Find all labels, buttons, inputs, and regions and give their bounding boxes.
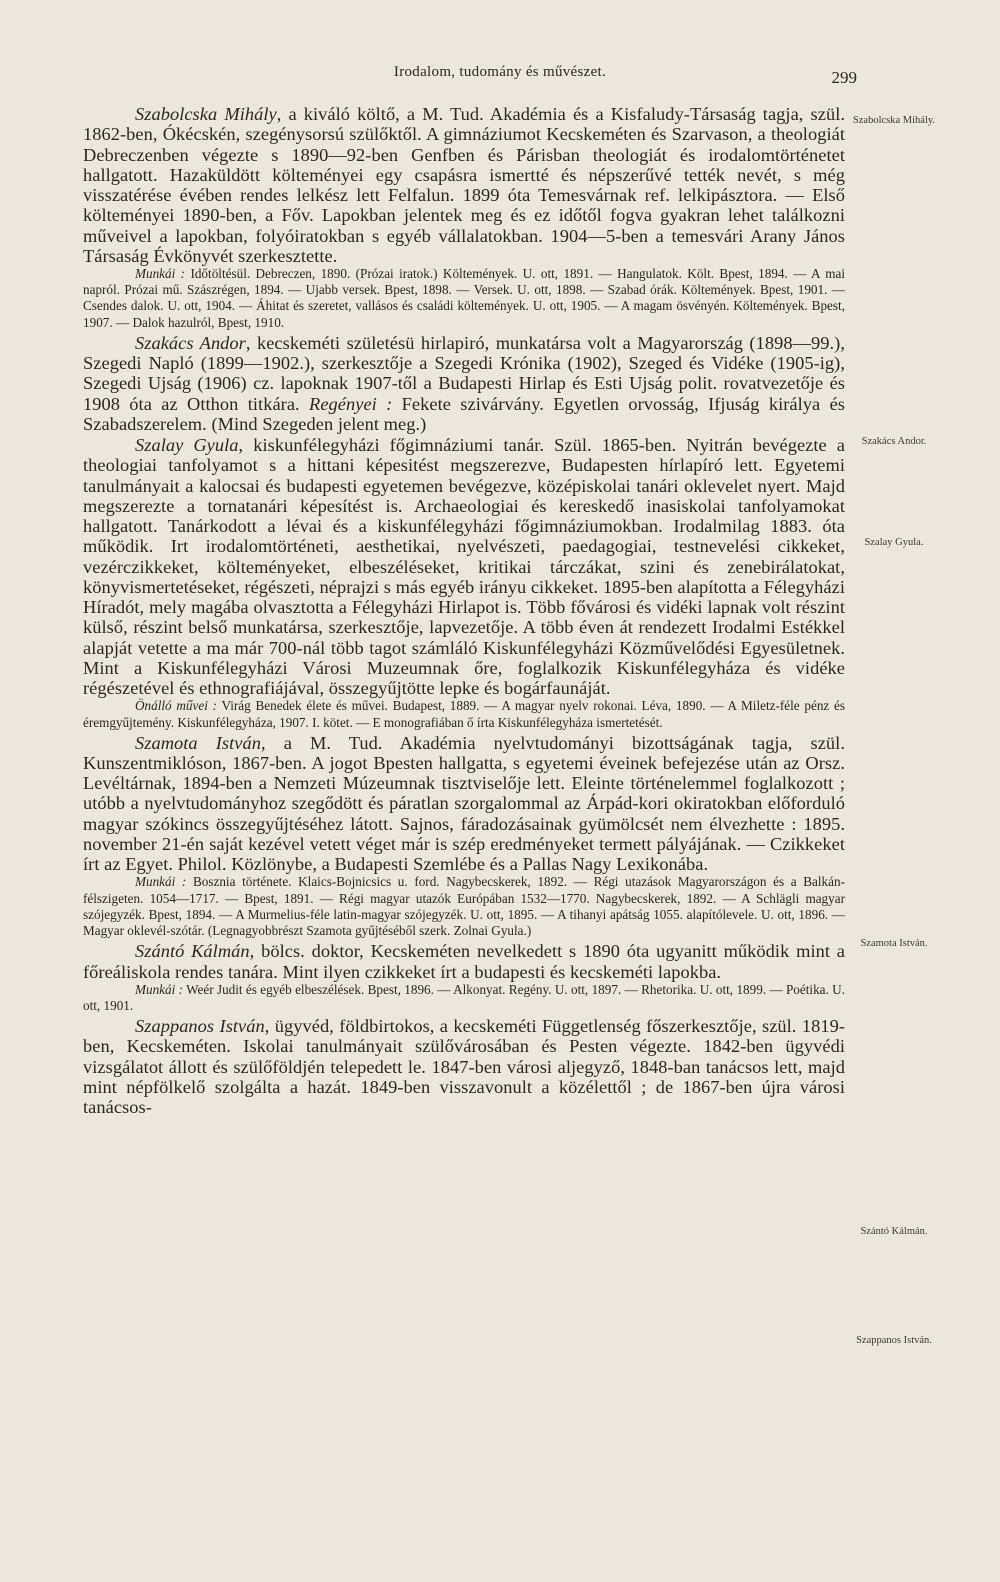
margin-note-szamota: Szamota István. <box>860 938 928 949</box>
entry-name: Szamota István <box>135 732 261 753</box>
entry-paragraph <box>83 333 845 434</box>
novels-label: Regényei : <box>309 393 393 414</box>
entry-paragraph <box>83 941 845 982</box>
works-text: Weér Judit és egyéb elbeszélések. Bpest, 1896. — Alkonyat. Regény. U. ott, 1897. — Rhetorika. U. ott, 1899. — Poétika. U. ott, 1901. <box>83 981 845 1013</box>
entry-szanto <box>83 941 845 1014</box>
works-label: Munkái : <box>135 874 187 890</box>
works-label: Önálló művei : <box>135 698 217 714</box>
entry-text: , bölcs. doktor, Kecskeméten nevelkedett s 1890 óta ugyanitt működik mint a főreáliskola rendes tanára. Mint ilyen czikkeket írt a budapesti és kecskeméti lapokba. <box>83 941 845 982</box>
margin-note-szabolcska: Szabolcska Mihály. <box>852 115 936 126</box>
entry-szalay <box>83 435 845 731</box>
entry-szappanos <box>83 1016 845 1117</box>
works-list <box>83 982 845 1014</box>
works-list <box>83 874 845 939</box>
works-list <box>83 266 845 331</box>
page-number: 299 <box>831 68 857 87</box>
novels-text: Fekete szivárvány. Egyetlen orvosság, Ifjuság királya és Szabadszerelem. (Mind Szegeden jelent meg.) <box>83 393 845 434</box>
works-label: Munkái : <box>135 266 186 281</box>
entry-szamota <box>83 733 845 940</box>
body-text <box>83 104 845 1118</box>
entry-paragraph <box>83 435 845 698</box>
entry-text: , a kiváló költő, a M. Tud. Akadémia és a Kisfaludy-Társaság tagja, szül. 1862-ben, Ókécskén, szegénysorsú szülőktől. A gimnáziumot Kecskeméten és Szarvason, a theologiát Debreczenben végezte s 1890—92-ben Genfben és Párisban theologiát és irodalomtörténetet hallgatott. Hazaküldött költeményei egy csapásra ismertté és népszerűvé tették nevét, s még visszatérése évében rendes lelkész lett Felfalun. 1899 óta Temesvárnak ref. lelkipásztora. — Első költeményei 1890-ben, a Főv. Lapokban jelentek meg és ez időtől fogva gyakran lehet találkozni műveivel a lapokban, folyóiratokban s egyéb vállalatokban. 1904—5-ben a temesvári Arany János Társaság Évkönyvét szerkesztette. <box>83 104 846 266</box>
entry-name: Szappanos István <box>135 1016 265 1037</box>
entry-szabolcska <box>83 104 845 331</box>
running-title: Irodalom, tudomány és művészet. <box>393 64 607 80</box>
margin-note-szappanos: Szappanos István. <box>856 1335 932 1346</box>
entry-name: Szántó Kálmán <box>135 941 250 962</box>
entry-text: , ügyvéd, földbirtokos, a kecskeméti Függetlenség főszerkesztője, szül. 1819-ben, Kecskeméten. Iskolai tanulmányait szülővárosában és Pesten végezte. 1842-ben ügyvédi vizsgálatot állott és szülőföldjén telepedett le. 1847-ben városi aljegyző, 1848-ban tanácsos lett, majd mint népfölkelő szolgálta a hazát. 1849-ben visszavonult a közélettől ; de 1867-ben újra városi tanácsos- <box>83 1016 845 1118</box>
works-text: Időtöltésül. Debreczen, 1890. (Prózai iratok.) Költemények. U. ott, 1891. — Hangulatok. Költ. Bpest, 1894. — A mai napról. Prózai mű. Szászrégen, 1894. — Ujabb versek. Bpest, 1898. — Versek. U. ott, 1898. — Szabad órák. Költemények. Bpest, 1901. — Csendes dalok. U. ott, 1904. — Áhitat és szeretet, vallásos és családi költemények. U. ott, 1905. — A magam ösvényén. Költemények. Bpest, 1907. — Dalok hazulról, Bpest, 1910. <box>83 266 845 330</box>
works-label: Munkái : <box>135 981 184 997</box>
entry-name: Szabolcska Mihály <box>135 104 277 124</box>
entry-name: Szakács Andor <box>135 332 246 353</box>
margin-note-szanto: Szántó Kálmán. <box>860 1226 928 1237</box>
entry-szakacs <box>83 333 845 434</box>
entry-text: , a M. Tud. Akadémia nyelvtudományi bizottságának tagja, szül. Kunszentmiklóson, 1867-ben. A jogot Bpesten hallgatta, s egyetemi éveinek befejezése után az Orsz. Levéltárnak, 1894-ben a Nemzeti Múzeumnak tisztviselője lett. Eleinte történelemmel foglalkozott ; utóbb a nyelvtudományhoz szegődött és páratlan szorgalommal az Árpád-kori okiratokban előforduló magyar szókincs összegyűjtéséhez látott. Sajnos, fáradozásainak gyümölcsét nem élvezhette : 1895. november 21-én saját kezével vetett véget már is szép eredményeket termett pályájának. — Czikkeket írt az Egyet. Philol. Közlönybe, a Budapesti Szemlébe és a Pallas Nagy Lexikonába. <box>83 732 845 875</box>
entry-name: Szalay Gyula <box>135 435 239 456</box>
entry-paragraph <box>83 1016 845 1117</box>
works-text: Virág Benedek élete és művei. Budapest, 1889. — A magyar nyelv rokonai. Léva, 1890. — A Miletz-féle pénz és éremgyűjtemény. Kiskunfélegyháza, 1907. I. kötet. — E monografiában ő írta Kiskunfélegyháza ismertetését. <box>83 698 845 730</box>
works-text: Bosznia története. Klaics-Bojnicsics u. ford. Nagybecskerek, 1892. — Régi utazások Magyarországon és a Balkán-félszigeten. 1054—1717. — Bpest, 1891. — Régi magyar utazók Európában 1532—1770. Nagybecskerek, 1892. — A Schlägli magyar szójegyzék. Bpest, 1894. — A Murmelius-féle latin-magyar szójegyzék. U. ott, 1895. — A tihanyi apátság 1055. alapítólevele. U. ott, 1896. — Magyar oklevél-szótár. (Legnagyobbrészt Szamota gyűjtéséből szerk. Zolnai Gyula.) <box>83 874 845 939</box>
entry-text: , kiskunfélegyházi főgimnáziumi tanár. Szül. 1865-ben. Nyitrán bevégezte a theologiai tanfolyamot s a hittani képesitést megszerezve, Budapesten hírlapíró lett. Egyetemi tanulmányait a kalocsai és budapesti egyetemen bevégezve, középiskolai tanári oklevelet nyert. Majd megszerezte a tornatanári képesítést is. Archaeologiai és kereskedő inasiskolai tanfolyamokat hallgatott. Tanárkodott a lévai és a kiskunfélegyházi főgimnáziumokban. Irodalmilag 1883. óta működik. Irt irodalomtörténeti, aesthetikai, nyelvészeti, paedagogiai, testnevelési cikkeket, vezérczikkeket, költeményeket, elbeszéléseket, kritikai tárczákat, szini és zenebirálatokat, könyvismertetéseket, régészeti, néprajzi s más egyéb irányu cikkeket. 1895-ben alapította a Félegyházi Híradót, mely magába olvasztotta a Félegyházi Hirlapot is. Több fővárosi és vidéki lapnak volt részint külső, részint belső munkatársa, szerkesztője, lapvezetője. A több éven át rendezett Irodalmi Estékkel alapját vetette a ma már 700-nál több tagot számláló Kiskunfélegyházi Közművelődési Egyesületnek. Mint a Kiskunfélegyházi Városi Muzeumnak őre, foglalkozik Kiskunfélegyháza és vidéke régészetével és ethnografiájával, összegyűjtötte lepke és bogárfaunáját. <box>83 435 845 699</box>
entry-paragraph <box>83 104 845 266</box>
works-list <box>83 698 845 730</box>
entry-paragraph <box>83 733 845 875</box>
margin-note-szakacs: Szakács Andor. <box>861 436 927 447</box>
page-header <box>0 60 1000 88</box>
entry-text: , kecskeméti születésü hirlapiró, munkatársa volt a Magyarország (1898—99.), Szegedi Napló (1899—1902.), szerkesztője a Szegedi Krónika (1902), Szeged és Vidéke (1905-ig), Szegedi Ujság (1906) cz. lapoknak 1907-től a Budapesti Hirlap és Esti Ujság polit. rovatvezetője és 1908 óta az Otthon titkára. <box>83 332 845 414</box>
margin-note-szalay: Szalay Gyula. <box>864 537 924 548</box>
